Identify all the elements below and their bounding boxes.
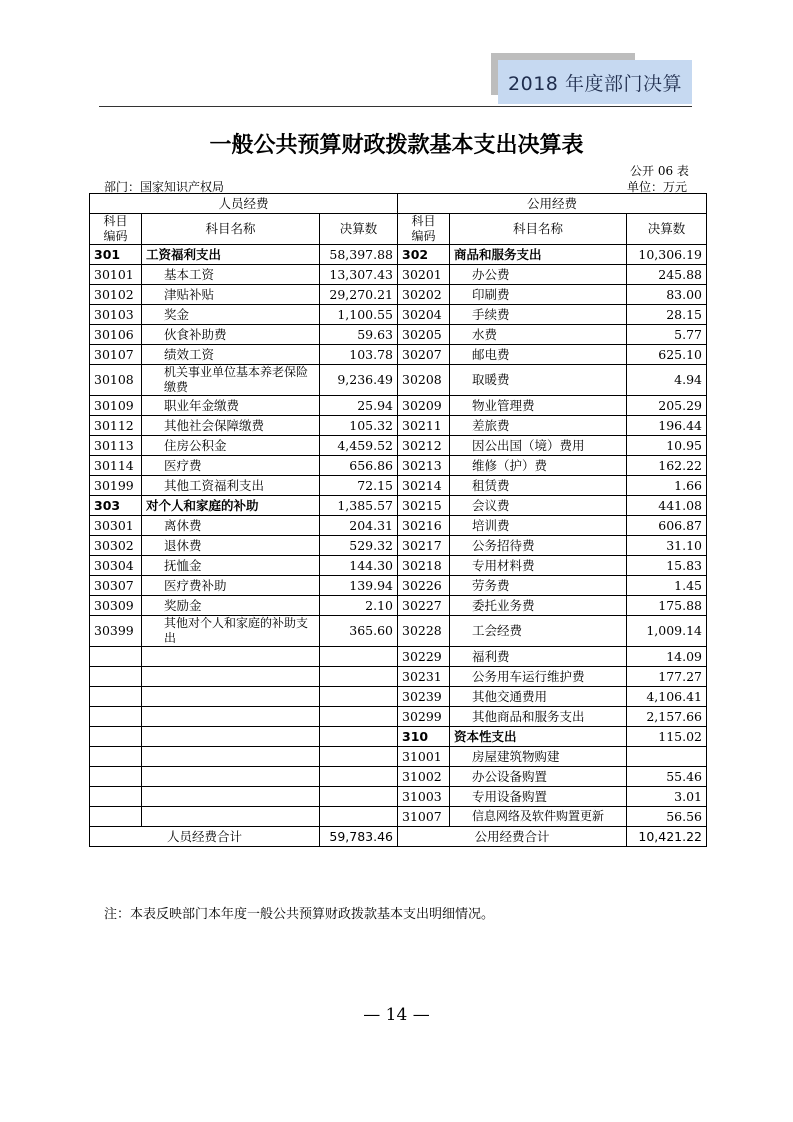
left-amount-cell: 1,385.57 [320,496,398,516]
right-code-cell: 30207 [398,345,450,365]
left-amount-cell [320,707,398,727]
right-code-cell: 30214 [398,476,450,496]
left-amount-cell [320,767,398,787]
amount-header: 决算数 [627,214,707,245]
left-amount-cell [320,787,398,807]
right-name-cell: 其他交通费用 [450,687,627,707]
header-badge: 2018 年度部门决算 [498,60,692,104]
left-name-cell [142,767,320,787]
left-amount-cell [320,727,398,747]
table-row [90,556,707,576]
table-row [90,396,707,416]
table-row [90,305,707,325]
right-code-cell: 30218 [398,556,450,576]
table-row [90,667,707,687]
table-row [90,767,707,787]
table-row [90,456,707,476]
page-title: 一般公共预算财政拨款基本支出决算表 [209,132,584,158]
right-name-cell: 信息网络及软件购置更新 [450,807,627,827]
left-name-cell [142,647,320,667]
left-amount-cell [320,747,398,767]
left-amount-cell: 13,307.43 [320,265,398,285]
right-name-cell: 专用材料费 [450,556,627,576]
right-amount-cell: 5.77 [627,325,707,345]
expenditure-table [89,193,707,847]
name-header: 科目名称 [450,214,627,245]
right-name-cell: 专用设备购置 [450,787,627,807]
left-code-cell: 30307 [90,576,142,596]
left-amount-cell: 29,270.21 [320,285,398,305]
left-name-cell: 津贴补贴 [142,285,320,305]
left-code-cell: 301 [90,245,142,265]
right-amount-cell: 606.87 [627,516,707,536]
table-row [90,687,707,707]
right-amount-cell [627,747,707,767]
left-name-cell: 住房公积金 [142,436,320,456]
right-name-cell: 物业管理费 [450,396,627,416]
right-amount-cell: 1.45 [627,576,707,596]
left-code-cell: 303 [90,496,142,516]
right-code-cell: 31002 [398,767,450,787]
right-amount-cell: 10,306.19 [627,245,707,265]
table-row [90,536,707,556]
table-row [90,245,707,265]
right-code-cell: 30201 [398,265,450,285]
left-code-cell: 30302 [90,536,142,556]
right-name-cell: 印刷费 [450,285,627,305]
left-code-cell: 30113 [90,436,142,456]
right-code-cell: 30215 [398,496,450,516]
left-name-cell: 绩效工资 [142,345,320,365]
left-code-cell: 30109 [90,396,142,416]
right-name-cell: 取暖费 [450,365,627,396]
right-amount-cell: 441.08 [627,496,707,516]
right-amount-cell: 625.10 [627,345,707,365]
left-code-cell [90,687,142,707]
left-amount-cell: 25.94 [320,396,398,416]
right-amount-cell: 1.66 [627,476,707,496]
right-amount-cell: 2,157.66 [627,707,707,727]
right-name-cell: 其他商品和服务支出 [450,707,627,727]
right-name-cell: 工会经费 [450,616,627,647]
right-name-cell: 房屋建筑物购建 [450,747,627,767]
personnel-header: 人员经费 [90,194,398,214]
table-number: 公开 06 表 [630,164,689,178]
left-name-cell [142,687,320,707]
right-code-cell: 30227 [398,596,450,616]
personnel-total-label: 人员经费合计 [90,827,320,847]
left-code-cell [90,727,142,747]
right-code-cell: 30213 [398,456,450,476]
left-code-cell: 30199 [90,476,142,496]
left-code-cell: 30309 [90,596,142,616]
left-amount-cell: 144.30 [320,556,398,576]
left-name-cell [142,727,320,747]
right-code-cell: 30202 [398,285,450,305]
table-row [90,647,707,667]
left-code-cell: 30101 [90,265,142,285]
personnel-total-value: 59,783.46 [320,827,398,847]
table-row [90,707,707,727]
right-amount-cell: 28.15 [627,305,707,325]
right-name-cell: 办公费 [450,265,627,285]
left-amount-cell: 103.78 [320,345,398,365]
left-amount-cell: 656.86 [320,456,398,476]
right-name-cell: 差旅费 [450,416,627,436]
left-amount-cell [320,667,398,687]
left-amount-cell [320,687,398,707]
left-amount-cell: 58,397.88 [320,245,398,265]
table-row [90,496,707,516]
table-row [90,476,707,496]
right-code-cell: 30231 [398,667,450,687]
table-row [90,596,707,616]
public-header: 公用经费 [398,194,707,214]
right-code-cell: 310 [398,727,450,747]
name-header: 科目名称 [142,214,320,245]
right-amount-cell: 1,009.14 [627,616,707,647]
table-row [90,616,707,647]
right-name-cell: 培训费 [450,516,627,536]
table-row [90,436,707,456]
right-amount-cell: 175.88 [627,596,707,616]
right-code-cell: 31001 [398,747,450,767]
left-code-cell [90,647,142,667]
left-code-cell: 30107 [90,345,142,365]
left-name-cell [142,747,320,767]
table-row [90,325,707,345]
right-amount-cell: 15.83 [627,556,707,576]
right-amount-cell: 10.95 [627,436,707,456]
table-row [90,576,707,596]
right-name-cell: 会议费 [450,496,627,516]
right-code-cell: 30239 [398,687,450,707]
left-name-cell: 医疗费补助 [142,576,320,596]
right-code-cell: 30211 [398,416,450,436]
header-rule [99,106,692,107]
right-code-cell: 30208 [398,365,450,396]
left-name-cell: 奖励金 [142,596,320,616]
right-amount-cell: 162.22 [627,456,707,476]
left-amount-cell: 59.63 [320,325,398,345]
right-code-cell: 30204 [398,305,450,325]
right-name-cell: 资本性支出 [450,727,627,747]
code-header: 科目 编码 [398,214,450,245]
left-amount-cell: 139.94 [320,576,398,596]
public-total-value: 10,421.22 [627,827,707,847]
left-code-cell [90,807,142,827]
right-amount-cell: 245.88 [627,265,707,285]
left-name-cell: 其他对个人和家庭的补助支出 [142,616,320,647]
right-code-cell: 31003 [398,787,450,807]
right-amount-cell: 31.10 [627,536,707,556]
left-code-cell: 30106 [90,325,142,345]
table-row [90,727,707,747]
table-row [90,285,707,305]
table-row [90,345,707,365]
right-amount-cell: 115.02 [627,727,707,747]
left-code-cell [90,787,142,807]
left-name-cell: 基本工资 [142,265,320,285]
left-amount-cell: 529.32 [320,536,398,556]
left-amount-cell [320,647,398,667]
right-name-cell: 委托业务费 [450,596,627,616]
left-name-cell: 奖金 [142,305,320,325]
right-code-cell: 30226 [398,576,450,596]
left-name-cell: 职业年金缴费 [142,396,320,416]
right-code-cell: 30217 [398,536,450,556]
left-name-cell: 伙食补助费 [142,325,320,345]
right-name-cell: 手续费 [450,305,627,325]
left-amount-cell: 365.60 [320,616,398,647]
table-row [90,807,707,827]
left-amount-cell: 2.10 [320,596,398,616]
left-amount-cell: 204.31 [320,516,398,536]
left-name-cell: 工资福利支出 [142,245,320,265]
right-amount-cell: 196.44 [627,416,707,436]
right-amount-cell: 205.29 [627,396,707,416]
right-code-cell: 31007 [398,807,450,827]
right-name-cell: 商品和服务支出 [450,245,627,265]
amount-header: 决算数 [320,214,398,245]
left-name-cell [142,807,320,827]
left-amount-cell: 4,459.52 [320,436,398,456]
right-code-cell: 30299 [398,707,450,727]
left-name-cell: 抚恤金 [142,556,320,576]
left-code-cell: 30301 [90,516,142,536]
right-code-cell: 30228 [398,616,450,647]
left-name-cell: 医疗费 [142,456,320,476]
left-amount-cell: 105.32 [320,416,398,436]
right-code-cell: 302 [398,245,450,265]
left-code-cell: 30103 [90,305,142,325]
right-code-cell: 30209 [398,396,450,416]
right-name-cell: 维修（护）费 [450,456,627,476]
left-name-cell [142,667,320,687]
right-amount-cell: 4,106.41 [627,687,707,707]
left-amount-cell: 1,100.55 [320,305,398,325]
right-name-cell: 福利费 [450,647,627,667]
left-name-cell: 其他社会保障缴费 [142,416,320,436]
code-header: 科目 编码 [90,214,142,245]
right-amount-cell: 177.27 [627,667,707,687]
table-row [90,787,707,807]
department-label: 部门：国家知识产权局 [104,180,225,194]
right-name-cell: 水费 [450,325,627,345]
table-row [90,365,707,396]
right-amount-cell: 4.94 [627,365,707,396]
left-code-cell [90,667,142,687]
right-code-cell: 30216 [398,516,450,536]
footnote: 注：本表反映部门本年度一般公共预算财政拨款基本支出明细情况。 [104,907,495,922]
left-name-cell: 对个人和家庭的补助 [142,496,320,516]
right-amount-cell: 3.01 [627,787,707,807]
right-amount-cell: 14.09 [627,647,707,667]
table-row [90,265,707,285]
right-name-cell: 劳务费 [450,576,627,596]
left-code-cell: 30114 [90,456,142,476]
right-name-cell: 公务招待费 [450,536,627,556]
right-name-cell: 办公设备购置 [450,767,627,787]
left-name-cell: 其他工资福利支出 [142,476,320,496]
unit-label: 单位：万元 [627,180,688,194]
left-code-cell [90,747,142,767]
left-name-cell: 退休费 [142,536,320,556]
public-total-label: 公用经费合计 [398,827,627,847]
left-name-cell [142,787,320,807]
right-amount-cell: 56.56 [627,807,707,827]
left-name-cell: 离休费 [142,516,320,536]
table-row [90,516,707,536]
left-code-cell: 30399 [90,616,142,647]
right-amount-cell: 83.00 [627,285,707,305]
right-name-cell: 公务用车运行维护费 [450,667,627,687]
left-code-cell: 30112 [90,416,142,436]
left-code-cell [90,707,142,727]
table-row [90,747,707,767]
left-name-cell: 机关事业单位基本养老保险缴费 [142,365,320,396]
left-amount-cell: 9,236.49 [320,365,398,396]
left-code-cell [90,767,142,787]
left-code-cell: 30304 [90,556,142,576]
page-number: — 14 — [363,1005,430,1025]
right-name-cell: 租赁费 [450,476,627,496]
right-amount-cell: 55.46 [627,767,707,787]
right-name-cell: 因公出国（境）费用 [450,436,627,456]
left-amount-cell [320,807,398,827]
table-row [90,416,707,436]
left-code-cell: 30108 [90,365,142,396]
left-amount-cell: 72.15 [320,476,398,496]
right-code-cell: 30205 [398,325,450,345]
right-code-cell: 30212 [398,436,450,456]
left-code-cell: 30102 [90,285,142,305]
left-name-cell [142,707,320,727]
right-name-cell: 邮电费 [450,345,627,365]
right-code-cell: 30229 [398,647,450,667]
